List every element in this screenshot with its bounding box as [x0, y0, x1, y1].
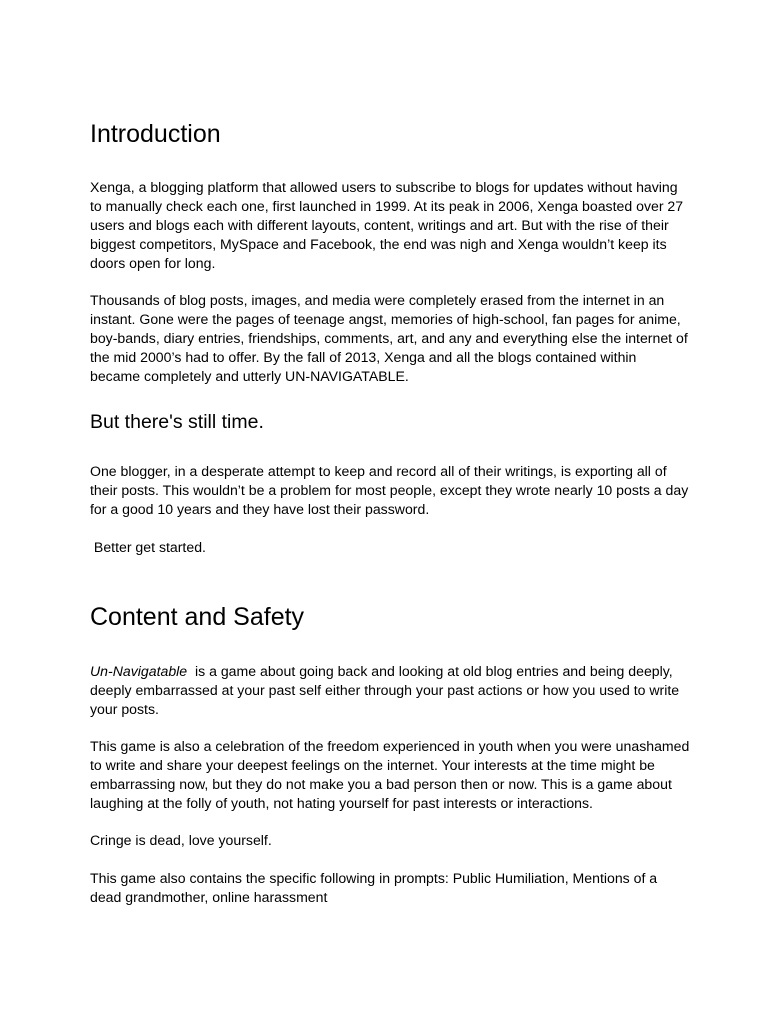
content-safety-paragraph-3: Cringe is dead, love yourself. [90, 832, 272, 848]
still-time-paragraph-1: One blogger, in a desperate attempt to keep and record all of their writings, is exporting all of their posts. This wouldn’t be a problem for most people, except they wrote nearly 10 posts a day for a good 10 years and they have lost their password. [90, 463, 689, 517]
introduction-paragraph-2: Thousands of blog posts, images, and media were completely erased from the internet in an instant. Gone were the pages of teenage angst, memories of high-school, fan pages for anime, boy-bands, diary entries, friendships, comments, art, and any and everything else the internet of the mid 2000’s had to offer. By the fall of 2013, Xenga and all the blogs contained within became completely and utterly UN-NAVIGATABLE. [90, 292, 688, 384]
content-safety-paragraph-1 [90, 662, 690, 719]
content-safety-heading: Content and Safety [90, 603, 305, 631]
introduction-heading: Introduction [90, 120, 221, 148]
still-time-heading: But there's still time. [90, 411, 264, 433]
content-safety-paragraph-1-body: is a game about going back and looking at old blog entries and being deeply, deeply embarrassed at your past self either through your past actions or how you used to write your posts. [90, 663, 684, 717]
game-title-italic: Un-Navigatable [90, 663, 188, 679]
content-safety-paragraph-2: This game is also a celebration of the freedom experienced in youth when you were unashamed to write and share your deepest feelings on the internet. Your interests at the time might be embarrassing now, but they do not make you a bad person then or now. This is a game about laughing at the folly of youth, not hating yourself for past interests or interactions. [90, 738, 690, 811]
content-safety-paragraph-4: This game also contains the specific following in prompts: Public Humiliation, Mentions of a dead grandmother, online harassment [90, 870, 658, 905]
still-time-paragraph-2: Better get started. [90, 539, 206, 555]
introduction-paragraph-1: Xenga, a blogging platform that allowed users to subscribe to blogs for updates without having to manually check each one, first launched in 1999. At its peak in 2006, Xenga boasted over 27 users and blogs each with different layouts, content, writings and art. But with the rise of their biggest competitors, MySpace and Facebook, the end was nigh and Xenga wouldn’t keep its doors open for long. [90, 179, 684, 271]
